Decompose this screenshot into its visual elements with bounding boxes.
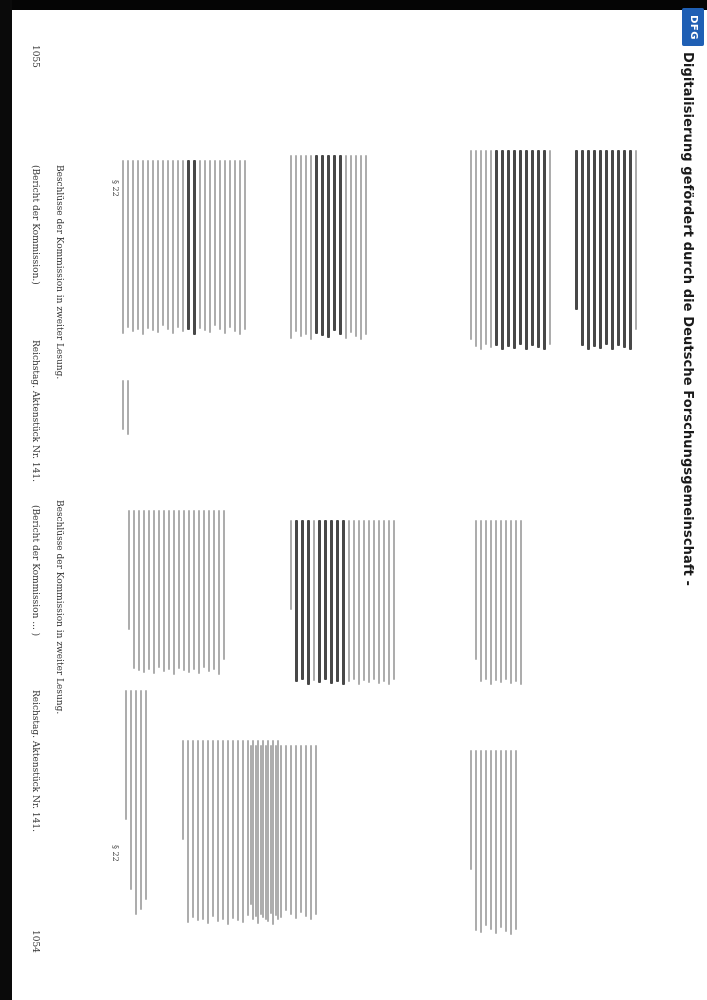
running-head-right-right: (Bericht der Kommission.) [30, 165, 40, 285]
text-column-right-tail [122, 380, 129, 440]
scan-top-border [0, 0, 707, 10]
dfg-watermark-text: Digitalisierung gefördert durch die Deutsche Forschungsgemeinschaft - [680, 52, 695, 587]
page-number-left: 1054 [30, 930, 40, 953]
text-column-left-mid [128, 510, 225, 680]
text-column-left-bold [290, 520, 395, 690]
running-head-left: Reichstag. Aktenstück Nr. 141. [30, 690, 40, 832]
running-head-left-right: (Bericht der Kommission ... ) [30, 505, 40, 637]
section-title-right: Beschlüsse der Kommission in zweiter Lesung. [54, 165, 64, 380]
dfg-logo [682, 8, 704, 46]
text-column-right-upper [122, 160, 246, 340]
text-column-left-side [250, 745, 317, 925]
section-title-left: Beschlüsse der Kommission in zweiter Lesung. [54, 500, 64, 715]
scan-left-border [0, 0, 12, 1000]
running-head-right: Reichstag. Aktenstück Nr. 141. [30, 340, 40, 482]
paragraph-label-right: § 22 [111, 180, 120, 197]
text-column-left-upper [125, 690, 147, 920]
page-number-right: 1055 [30, 45, 40, 68]
paragraph-label-left: § 22 [111, 845, 120, 862]
text-column-left-lower [475, 520, 522, 690]
dfg-logo-text: DFG [687, 14, 699, 40]
text-column-right-mid [290, 155, 367, 345]
text-column-right-bold [470, 150, 551, 355]
text-column-right-lower [575, 150, 637, 355]
text-column-left-bottom [470, 750, 517, 940]
